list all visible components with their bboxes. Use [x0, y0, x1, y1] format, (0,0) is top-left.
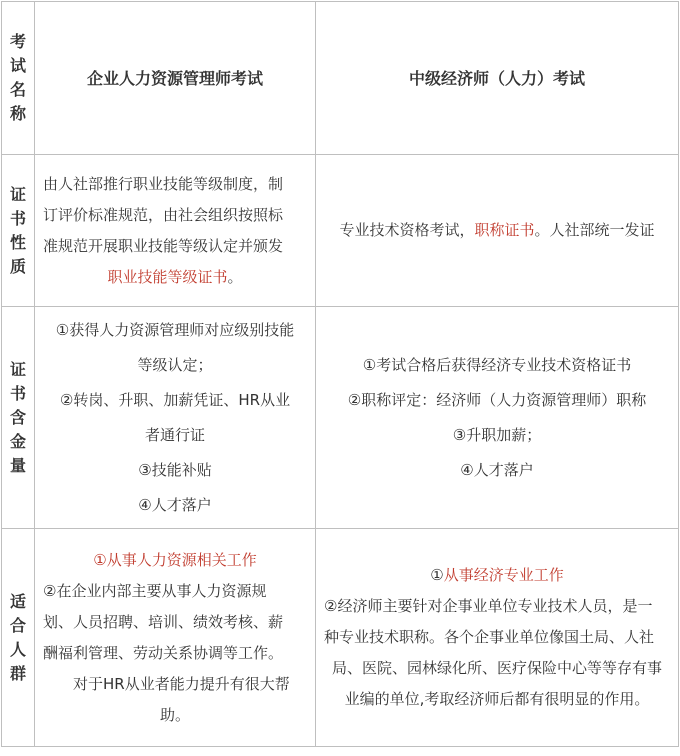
- comparison-table: [1, 1, 679, 747]
- value-economist: ①考试合格后获得经济专业技术资格证书 ②职称评定：经济师（人力资源管理师）职称 ③升职加薪； ④人才落户: [316, 307, 679, 529]
- table-row-header: [2, 2, 679, 155]
- highlight-economic-work: 从事经济专业工作: [443, 566, 564, 584]
- suitable-economist: ①从事经济专业工作 ②经济师主要针对企事业单位专业技术人员，是一 种专业技术职称。各个企事业单位像国土局、人社 局、医院、园林绿化所、医疗保险中心等等存有事 业编的单位,考取经济师后都有很明显的作用。: [316, 529, 679, 747]
- row-label-cert-nature: 证 书 性 质: [2, 155, 35, 307]
- table-row-value: [2, 307, 679, 529]
- table-row-nature: [2, 155, 679, 307]
- header-enterprise-hr-exam: 企业人力资源管理师考试: [35, 2, 316, 155]
- row-label-suitable-people: 适 合 人 群: [2, 529, 35, 747]
- highlight-title-cert: 职称证书: [474, 221, 535, 239]
- nature-enterprise-hr: 由人社部推行职业技能等级制度，制 订评价标准规范，由社会组织按照标 准规范开展职业技能等级认定并颁发 职业技能等级证书。: [35, 155, 316, 307]
- header-intermediate-economist-exam: 中级经济师（人力）考试: [316, 2, 679, 155]
- table-row-suitable: [2, 529, 679, 747]
- nature-economist: 专业技术资格考试，职称证书。人社部统一发证: [316, 155, 679, 307]
- value-enterprise-hr: ①获得人力资源管理师对应级别技能 等级认定； ②转岗、升职、加薪凭证、HR从业 者通行证 ③技能补贴 ④人才落户: [35, 307, 316, 529]
- row-label-exam-name: 考 试 名 称: [2, 2, 35, 155]
- row-label-cert-value: 证 书 含 金 量: [2, 307, 35, 529]
- highlight-skill-cert: 职业技能等级证书: [107, 267, 228, 286]
- suitable-enterprise-hr: ①从事人力资源相关工作 ②在企业内部主要从事人力资源规 划、人员招聘、培训、绩效考核、薪 酬福利管理、劳动关系协调等工作。 对于HR从业者能力提升有很大帮 助。: [35, 529, 316, 747]
- highlight-hr-work: ①从事人力资源相关工作: [93, 550, 257, 569]
